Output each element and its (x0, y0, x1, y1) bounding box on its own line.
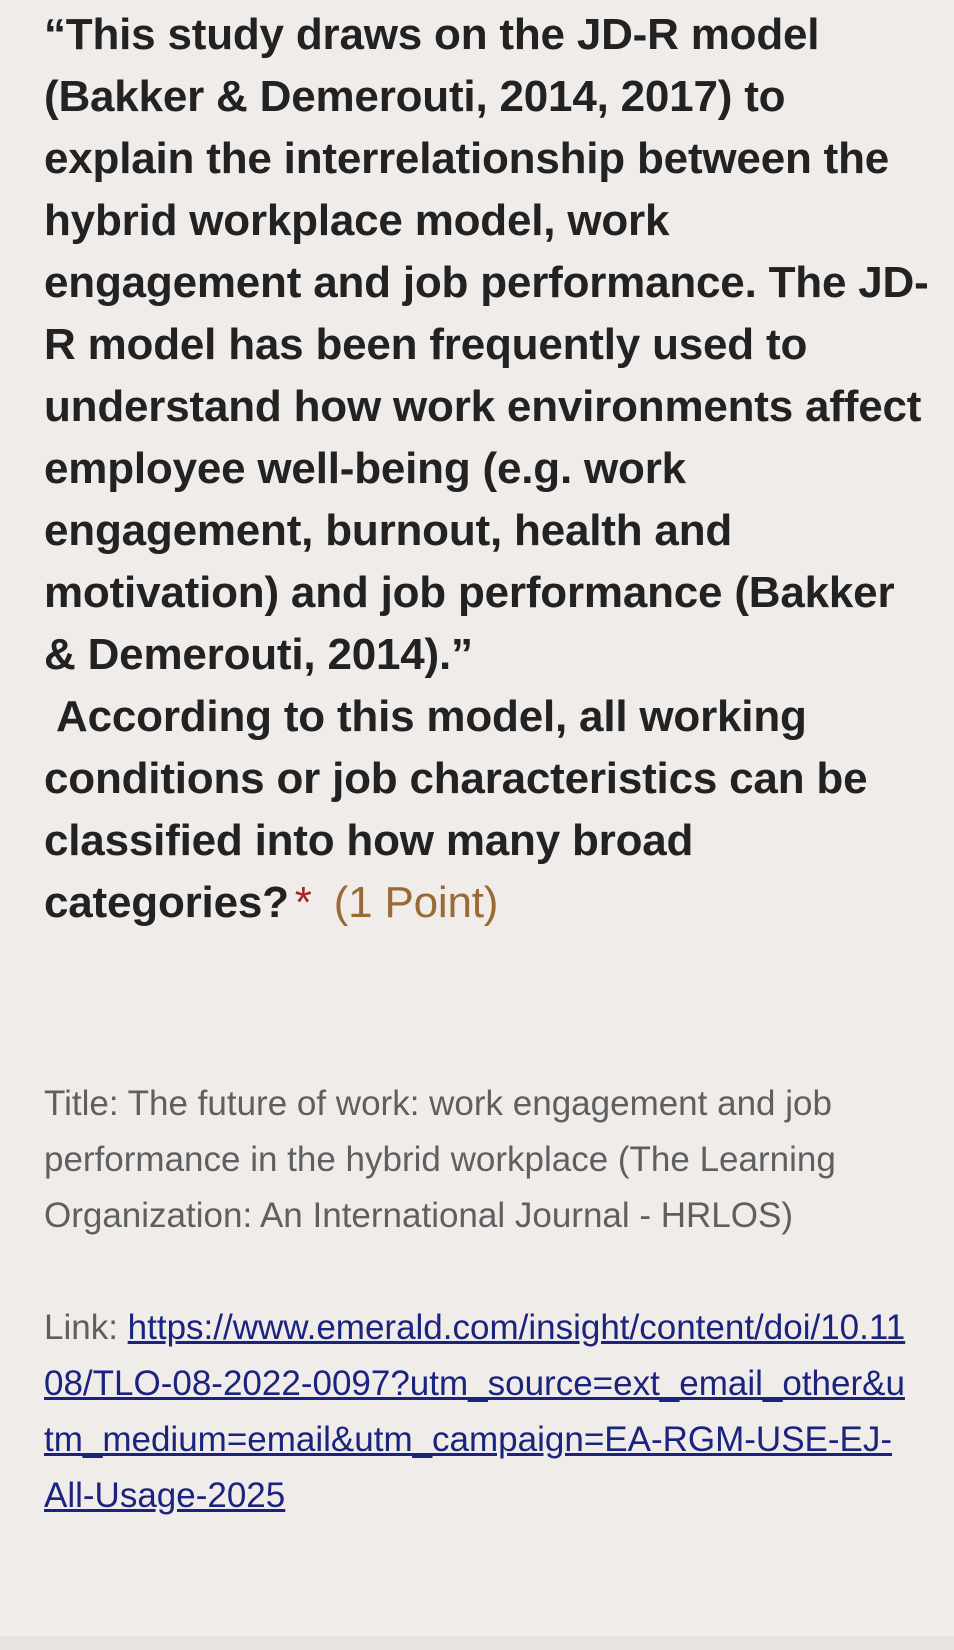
question-quote: “This study draws on the JD-R model (Bakker & Demerouti, 2014, 2017) to explain the interrelationship between the hybrid workplace model, work engagement and job performance. The JD-R model has been frequently used to understand how work environments affect employee well-being (e.g. work engagement, burnout, health and motivation) and job performance (Bakker & Demerouti, 2014).” (44, 10, 929, 679)
bottom-divider (0, 1636, 954, 1650)
question-subtitle (44, 1076, 914, 1524)
article-title: Title: The future of work: work engagement and job performance in the hybrid workplace (The Learning Organization: An International Journal - HRLOS) (44, 1084, 836, 1235)
article-link-block (44, 1300, 914, 1524)
link-label: Link: (44, 1308, 128, 1347)
question-prompt (44, 686, 934, 934)
article-link[interactable]: https://www.emerald.com/insight/content/doi/10.1108/TLO-08-2022-0097?utm_source=ext_email_other&utm_medium=email&utm_campaign=EA-RGM-USE-EJ-All-Usage-2025 (44, 1308, 906, 1515)
question-prompt-text: According to this model, all working conditions or job characteristics can be classified into how many broad categories? (44, 692, 868, 927)
question-container (44, 0, 934, 934)
question-title (44, 0, 934, 934)
question-points: (1 Point) (333, 878, 499, 927)
required-marker: * (294, 878, 312, 927)
